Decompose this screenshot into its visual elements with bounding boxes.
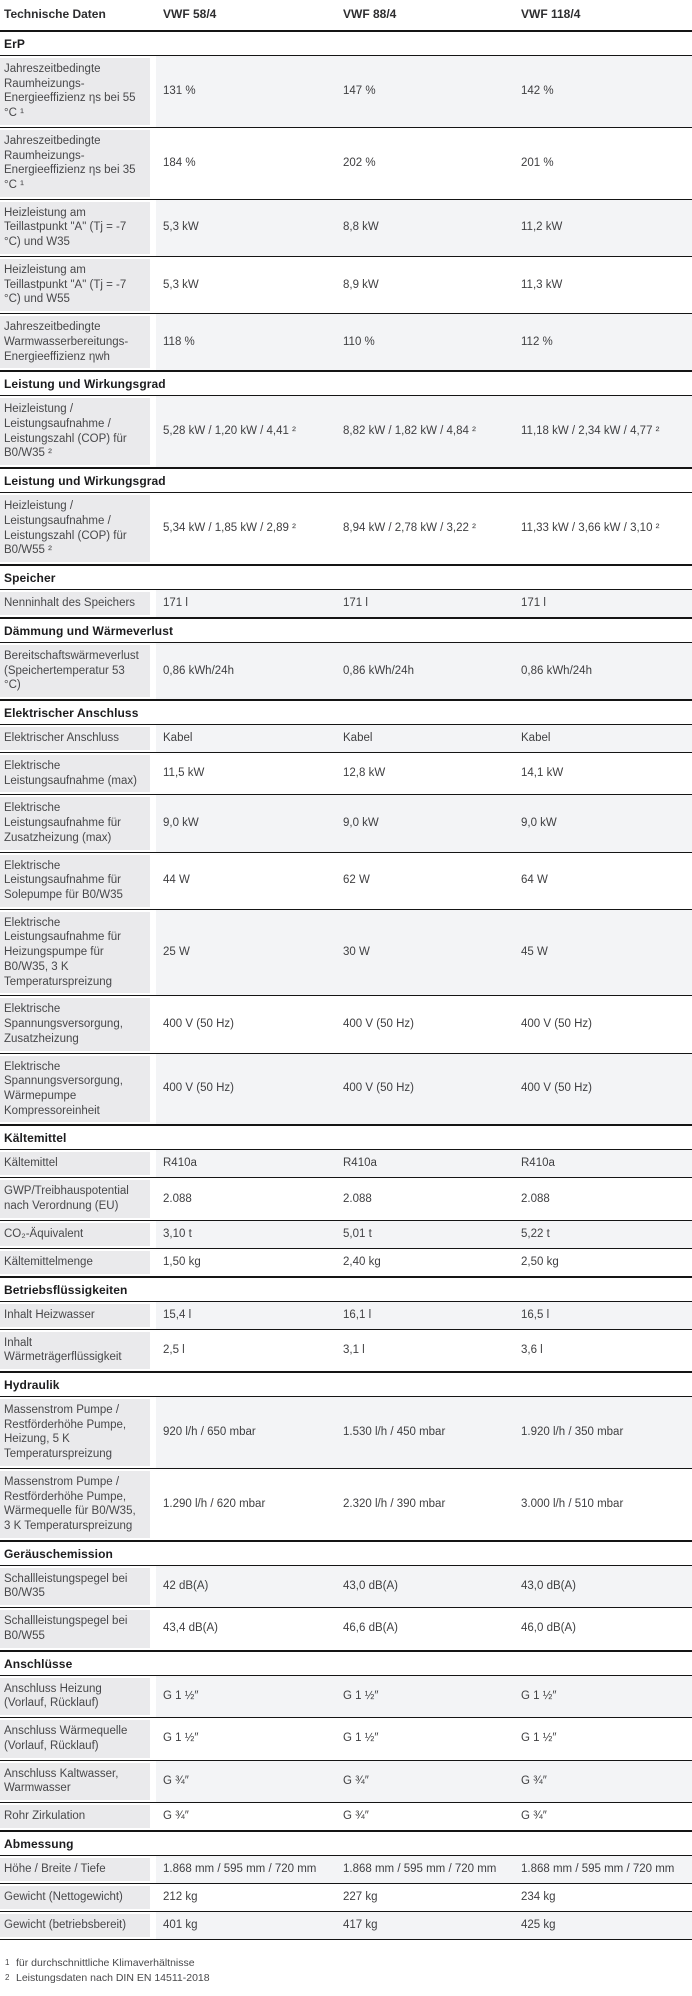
row-value: 131 % [163,84,196,97]
row-label: CO₂-Äquivalent [0,1223,150,1246]
table-row [0,1676,692,1717]
footnote-marker: 1 [5,1957,10,1967]
row-value: 11,33 kW / 3,66 kW / 3,10 ² [521,522,660,535]
row-label: Jahreszeitbedingte Warmwasserbereitungs-Energieeffizienz ηwh [0,316,150,368]
row-value: 11,18 kW / 2,34 kW / 4,77 ² [521,425,660,438]
table-row [0,1150,692,1177]
row-value: G ¾″ [343,1774,369,1787]
row-value: 171 l [343,596,368,609]
row-label-cell [0,795,156,851]
row-label: Anschluss Kaltwasser, Warmwasser [0,1763,150,1800]
row-value: G 1 ½″ [521,1689,557,1702]
row-value: 147 % [343,84,376,97]
row-values [156,590,692,617]
table-row [0,256,692,313]
row-value: 8,82 kW / 1,82 kW / 4,84 ² [343,425,476,438]
row-label: Elektrische Leistungsaufnahme für Heizungspumpe für B0/W35, 3 K Temperaturspreizung [0,912,150,994]
row-label-cell [0,1178,156,1219]
row-value: 2,40 kg [343,1255,381,1268]
row-label-cell [0,1221,156,1248]
row-value: 5,22 t [521,1227,550,1240]
row-values [156,1469,692,1540]
row-label: Massenstrom Pumpe / Restförderhöhe Pumpe, Heizung, 5 K Temperaturspreizung [0,1399,150,1466]
section-title: Speicher [0,564,692,590]
table-row [0,1468,692,1540]
row-value: 400 V (50 Hz) [163,1082,234,1095]
table-row [0,1717,692,1759]
row-value: 44 W [163,874,190,887]
row-values [156,1856,692,1883]
row-label-cell [0,1761,156,1802]
row-values [156,1178,692,1219]
row-value: 2.088 [343,1192,372,1205]
row-value: 11,5 kW [163,767,205,780]
table-row [0,1760,692,1802]
row-value: 2.088 [521,1192,550,1205]
table-row [0,1566,692,1607]
row-label-cell [0,257,156,313]
row-value: 425 kg [521,1918,556,1931]
table-row [0,493,692,564]
row-values [156,1761,692,1802]
row-values [156,1249,692,1276]
row-label: Heizleistung / Leistungsaufnahme / Leistungszahl (COP) für B0/W55 ² [0,495,150,562]
row-label: Elektrische Leistungsaufnahme (max) [0,755,150,792]
column-header-vwf-58-4: VWF 58/4 [163,7,217,21]
row-value: 400 V (50 Hz) [521,1082,592,1095]
row-value: 15,4 l [163,1308,192,1321]
row-value: 5,3 kW [163,278,199,291]
row-value: G 1 ½″ [521,1732,557,1745]
row-values [156,1884,692,1911]
row-value: 16,1 l [343,1308,372,1321]
footnote-text: für durchschnittliche Klimaverhältnisse [16,1956,195,1969]
row-value: 46,0 dB(A) [521,1622,576,1635]
row-values [156,200,692,256]
row-label-cell [0,1608,156,1649]
table-row [0,852,692,909]
row-label: Elektrischer Anschluss [0,727,150,750]
row-values [156,1397,692,1468]
section-title: Hydraulik [0,1371,692,1397]
row-value: 64 W [521,874,548,887]
row-values [156,1912,692,1939]
row-value: 1.530 l/h / 450 mbar [343,1425,446,1438]
row-value: 1.920 l/h / 350 mbar [521,1425,624,1438]
row-label: Höhe / Breite / Tiefe [0,1858,150,1881]
row-label-cell [0,1803,156,1830]
row-value: 3,10 t [163,1227,192,1240]
row-values [156,56,692,127]
row-value: 1.868 mm / 595 mm / 720 mm [521,1862,675,1875]
row-label: Inhalt Heizwasser [0,1304,150,1327]
row-label: GWP/Treibhauspotential nach Verordnung (EU) [0,1180,150,1217]
row-label-cell [0,1249,156,1276]
row-value: 234 kg [521,1890,556,1903]
row-label: Gewicht (Nettogewicht) [0,1886,150,1909]
row-label-cell [0,493,156,564]
table-row [0,1607,692,1649]
row-values [156,493,692,564]
row-value: G ¾″ [521,1809,547,1822]
row-label-cell [0,56,156,127]
row-label: Kältemittel [0,1152,150,1175]
row-label-cell [0,590,156,617]
row-value: 9,0 kW [343,817,379,830]
row-label: Massenstrom Pumpe / Restförderhöhe Pumpe, Wärmequelle für B0/W35, 3 K Temperaturspreizung [0,1471,150,1538]
row-value: G ¾″ [521,1774,547,1787]
row-value: 400 V (50 Hz) [163,1017,234,1030]
row-value: Kabel [163,732,193,745]
row-value: 3.000 l/h / 510 mbar [521,1497,624,1510]
row-value: 8,94 kW / 2,78 kW / 3,22 ² [343,522,476,535]
row-label: Elektrische Spannungsversorgung, Wärmepumpe Kompressoreinheit [0,1056,150,1123]
row-values [156,314,692,370]
row-values [156,1054,692,1125]
row-value: 16,5 l [521,1308,550,1321]
row-value: 8,8 kW [343,221,379,234]
row-value: 9,0 kW [521,817,557,830]
section-title: ErP [0,30,692,56]
row-value: 2.088 [163,1192,192,1205]
row-value: 227 kg [343,1890,378,1903]
row-label-cell [0,200,156,256]
row-values [156,1803,692,1830]
row-value: 401 kg [163,1918,198,1931]
row-label: Schallleistungspegel bei B0/W35 [0,1568,150,1605]
row-label-cell [0,314,156,370]
row-label-cell [0,1397,156,1468]
row-value: 2.320 l/h / 390 mbar [343,1497,446,1510]
footnote [5,1956,692,1971]
row-value: 171 l [521,596,546,609]
table-row [0,590,692,617]
table-row [0,56,692,127]
row-values [156,396,692,467]
footnote [5,1971,692,1986]
row-value: 201 % [521,156,554,169]
row-value: G 1 ½″ [163,1732,199,1745]
row-value: G ¾″ [163,1809,189,1822]
row-value: 920 l/h / 650 mbar [163,1425,256,1438]
section-title: Dämmung und Wärmeverlust [0,617,692,643]
row-value: 1.868 mm / 595 mm / 720 mm [343,1862,497,1875]
section-title: Anschlüsse [0,1650,692,1676]
table-row [0,1220,692,1248]
row-value: R410a [521,1157,555,1170]
row-value: G ¾″ [163,1774,189,1787]
row-label-cell [0,1302,156,1329]
row-value: 110 % [343,335,375,348]
row-value: 3,1 l [343,1343,365,1356]
table-row [0,995,692,1052]
section-title: Elektrischer Anschluss [0,699,692,725]
row-value: 400 V (50 Hz) [343,1082,414,1095]
row-value: 25 W [163,946,190,959]
row-label: Jahreszeitbedingte Raumheizungs-Energieeffizienz ηs bei 55 °C ¹ [0,58,150,125]
row-value: G 1 ½″ [343,1689,379,1702]
row-value: 46,6 dB(A) [343,1622,398,1635]
row-value: 1,50 kg [163,1255,201,1268]
row-label: Bereitschaftswärmeverlust (Speichertemperatur 53 °C) [0,645,150,697]
row-value: 11,3 kW [521,278,563,291]
table-row [0,1856,692,1883]
section-title: Geräuschemission [0,1540,692,1566]
row-label-cell [0,1054,156,1125]
row-label-cell [0,1330,156,1371]
row-value: 5,34 kW / 1,85 kW / 2,89 ² [163,522,296,535]
row-value: 8,9 kW [343,278,379,291]
row-values [156,1676,692,1717]
row-value: 62 W [343,874,370,887]
table-row [0,1248,692,1276]
row-value: 43,0 dB(A) [343,1580,398,1592]
row-label: Anschluss Heizung (Vorlauf, Rücklauf) [0,1678,150,1715]
row-value: G 1 ½″ [163,1689,199,1702]
row-value: 45 W [521,946,548,959]
row-label-cell [0,643,156,699]
row-values [156,725,692,752]
table-row [0,643,692,699]
row-values [156,853,692,909]
row-value: 2,50 kg [521,1255,559,1268]
row-value: R410a [343,1157,377,1170]
row-values [156,1608,692,1649]
row-values [156,643,692,699]
row-value: 0,86 kWh/24h [521,664,592,677]
section-title: Leistung und Wirkungsgrad [0,370,692,396]
row-label: Jahreszeitbedingte Raumheizungs-Energieeffizienz ηs bei 35 °C ¹ [0,130,150,197]
table-row [0,127,692,199]
row-value: 400 V (50 Hz) [521,1017,592,1030]
row-values [156,1330,692,1371]
row-value: 112 % [521,335,553,348]
row-values [156,1566,692,1607]
row-label-cell [0,1676,156,1717]
row-value: 417 kg [343,1918,378,1931]
row-values [156,1221,692,1248]
row-value: 0,86 kWh/24h [163,664,234,677]
table-row [0,1177,692,1219]
row-value: 30 W [343,946,370,959]
row-label: Elektrische Spannungsversorgung, Zusatzheizung [0,998,150,1050]
row-value: 118 % [163,335,195,348]
footnote-marker: 2 [5,1972,10,1982]
row-value: G ¾″ [343,1809,369,1822]
table-row [0,1911,692,1939]
column-header-vwf-118-4: VWF 118/4 [521,7,581,21]
table-row [0,794,692,851]
table-row [0,752,692,794]
row-label: Inhalt Wärmeträgerflüssigkeit [0,1332,150,1369]
row-values [156,753,692,794]
row-label-cell [0,753,156,794]
row-value: 14,1 kW [521,767,564,780]
row-values [156,128,692,199]
table-row [0,396,692,467]
table-row [0,199,692,256]
row-value: 1.868 mm / 595 mm / 720 mm [163,1862,317,1875]
row-label: Schallleistungspegel bei B0/W55 [0,1610,150,1647]
row-value: 5,28 kW / 1,20 kW / 4,41 ² [163,425,296,438]
row-value: R410a [163,1157,197,1170]
row-label-cell [0,1469,156,1540]
table-header-row [0,0,692,30]
row-label-cell [0,1150,156,1177]
row-label: Heizleistung am Teillastpunkt "A" (Tj = -7 °C) und W35 [0,202,150,254]
section-title: Betriebsflüssigkeiten [0,1276,692,1302]
section-title: Leistung und Wirkungsgrad [0,467,692,493]
table-header-label: Technische Daten [4,7,106,21]
row-value: 12,8 kW [343,767,386,780]
row-value: 0,86 kWh/24h [343,664,414,677]
row-value: 9,0 kW [163,817,199,830]
row-label: Anschluss Wärmequelle (Vorlauf, Rücklauf) [0,1720,150,1757]
row-label-cell [0,1884,156,1911]
row-value: G 1 ½″ [343,1732,379,1745]
row-label-cell [0,396,156,467]
row-value: 42 dB(A) [163,1580,209,1592]
row-value: 142 % [521,84,554,97]
table-row [0,1053,692,1125]
row-label: Elektrische Leistungsaufnahme für Zusatzheizung (max) [0,797,150,849]
row-value: 1.290 l/h / 620 mbar [163,1497,266,1510]
row-value: 2,5 l [163,1343,185,1356]
row-values [156,910,692,996]
row-values [156,996,692,1052]
row-label-cell [0,1718,156,1759]
row-value: 43,4 dB(A) [163,1622,218,1635]
row-value: 11,2 kW [521,221,563,234]
table-row [0,725,692,752]
table-row [0,1302,692,1329]
section-title: Kältemittel [0,1124,692,1150]
footnotes [0,1956,692,1986]
row-label-cell [0,996,156,1052]
table-row [0,1397,692,1468]
row-label-cell [0,910,156,996]
row-value: Kabel [521,732,551,745]
row-value: 3,6 l [521,1343,543,1356]
table-row [0,1883,692,1911]
row-value: 202 % [343,156,376,169]
row-label: Nenninhalt des Speichers [0,592,150,615]
row-label: Rohr Zirkulation [0,1805,150,1828]
row-value: 43,0 dB(A) [521,1580,576,1592]
row-label-cell [0,1856,156,1883]
row-value: 5,01 t [343,1227,372,1240]
row-values [156,1150,692,1177]
row-label: Gewicht (betriebsbereit) [0,1914,150,1937]
section-title: Abmessung [0,1830,692,1856]
footnote-text: Leistungsdaten nach DIN EN 14511-2018 [16,1971,210,1984]
row-value: 212 kg [163,1890,198,1903]
table-row [0,1802,692,1830]
row-value: 5,3 kW [163,221,199,234]
row-values [156,795,692,851]
row-label-cell [0,1912,156,1939]
row-value: 400 V (50 Hz) [343,1017,414,1030]
column-header-vwf-88-4: VWF 88/4 [343,7,397,21]
row-label: Elektrische Leistungsaufnahme für Solepumpe für B0/W35 [0,855,150,907]
table-row [0,1329,692,1371]
row-value: 184 % [163,156,196,169]
row-label: Heizleistung am Teillastpunkt "A" (Tj = -7 °C) und W55 [0,259,150,311]
row-values [156,1718,692,1759]
row-label: Heizleistung / Leistungsaufnahme / Leistungszahl (COP) für B0/W35 ² [0,398,150,465]
row-value: Kabel [343,732,373,745]
table-row [0,909,692,996]
row-label-cell [0,1566,156,1607]
row-label-cell [0,128,156,199]
row-value: 171 l [163,596,188,609]
row-label: Kältemittelmenge [0,1251,150,1274]
row-label-cell [0,725,156,752]
table-row [0,313,692,370]
row-label-cell [0,853,156,909]
row-values [156,257,692,313]
row-values [156,1302,692,1329]
